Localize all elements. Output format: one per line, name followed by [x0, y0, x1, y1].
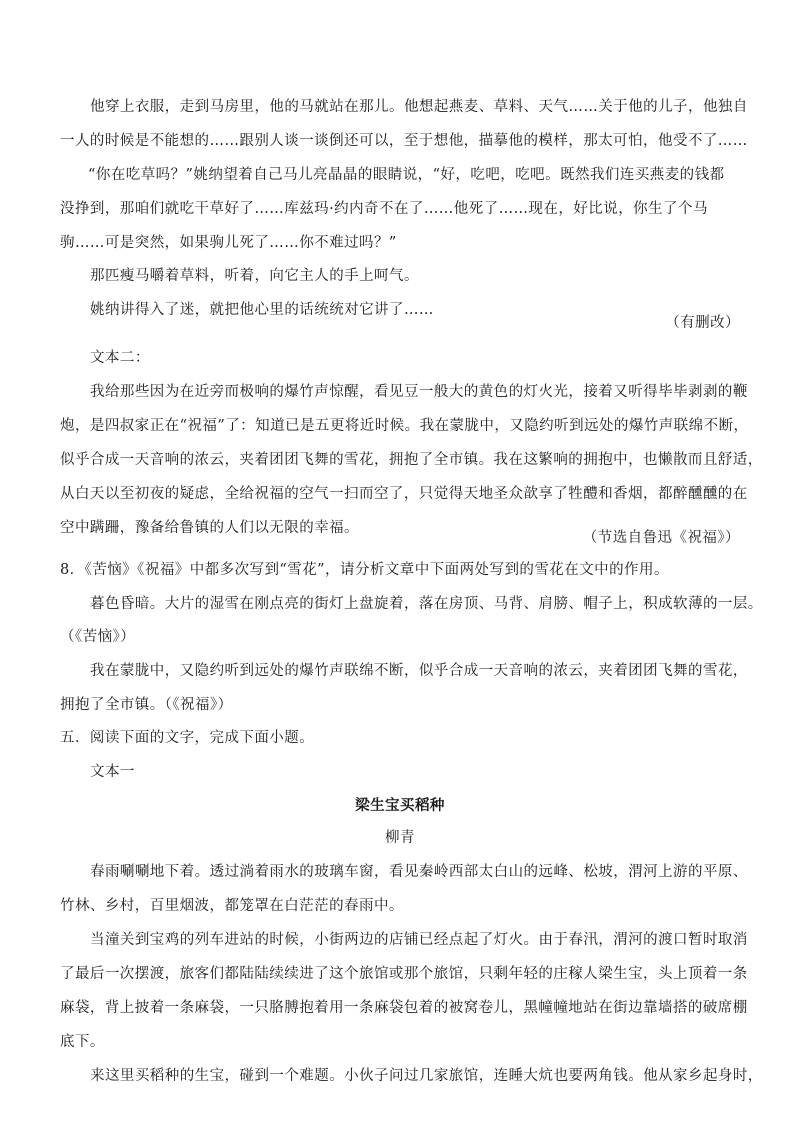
text1-line-7: 姚纳讲得入了迷，就把他心里的话统统对它讲了…… [90, 302, 434, 318]
story-line-2: 竹林、乡村，百里烟波，都笼罩在白茫茫的春雨中。 [60, 898, 404, 914]
text2-line-5: 空中蹒跚，豫备给鲁镇的人们以无限的幸福。 [60, 520, 359, 536]
text1-line-5: 驹……可是突然，如果驹儿死了……你不难过吗？” [60, 235, 397, 251]
story-author: 柳青 [385, 830, 415, 846]
story-title: 梁生宝买稻种 [355, 798, 445, 814]
story-line-6: 底下。 [60, 1034, 105, 1050]
section5-subheading: 文本一 [90, 764, 135, 780]
text2-line-1: 我给那些因为在近旁而极响的爆竹声惊醒，看见豆一般大的黄色的灯火光，接着又听得毕毕剥剥的鞭 [90, 384, 748, 400]
text1-source: （有删改） [665, 315, 740, 331]
text1-line-3: “你在吃草吗？”姚纳望着自己马儿亮晶晶的眼睛说，“好，吃吧，吃吧。既然我们连买燕麦的钱都 [88, 167, 725, 183]
text1-line-2: 一人的时候是不能想的……跟别人谈一谈倒还可以，至于想他，描摹他的模样，那太可怕，他受不了…… [60, 133, 748, 149]
story-line-3: 当潼关到宝鸡的列车进站的时候，小街两边的店铺已经点起了灯火。由于春汛，渭河的渡口暂时取消 [90, 932, 748, 948]
text2-line-4: 从白天以至初夜的疑虑，全给祝福的空气一扫而空了，只觉得天地圣众歆享了牲醴和香烟，都醉醺醺的在 [60, 486, 748, 502]
text1-line-1: 他穿上衣服，走到马房里，他的马就站在那儿。他想起燕麦、草料、天气……关于他的儿子，他独自 [90, 99, 748, 115]
text2-source: （节选自鲁迅《祝福》） [582, 530, 740, 546]
question8-quote2: 我在蒙胧中，又隐约听到远处的爆竹声联绵不断，似乎合成一天音响的浓云，夹着团团飞舞的雪花， [90, 663, 748, 679]
story-line-4: 了最后一次摆渡，旅客们都陆陆续续进了这个旅馆或那个旅馆，只剩年轻的庄稼人梁生宝，头上顶着一条 [60, 966, 748, 982]
text2-line-2: 炮，是四叔家正在“祝福”了：知道已是五更将近时候。我在蒙胧中，又隐约听到远处的爆竹声联绵不断， [60, 418, 749, 434]
question8-quote2-end: 拥抱了全市镇。（《祝福》） [60, 697, 233, 713]
story-line-5: 麻袋，背上披着一条麻袋，一只胳膊抱着用一条麻袋包着的被窝卷儿，黑幢幢地站在街边靠墙搭的破席棚 [60, 1000, 748, 1016]
story-line-7: 来这里买稻种的生宝，碰到一个难题。小伙子问过几家旅馆，连睡大炕也要两角钱。他从家乡起身时， [90, 1068, 763, 1084]
story-line-1: 春雨唰唰地下着。透过淌着雨水的玻璃车窗，看见秦岭西部太白山的远峰、松坡，渭河上游的平原、 [90, 864, 748, 880]
text2-heading: 文本二： [90, 350, 150, 366]
section5-heading: 五．阅读下面的文字，完成下面小题。 [60, 730, 315, 746]
question8-stem: 8．《苦恼》《祝福》中都多次写到“雪花”，请分析文章中下面两处写到的雪花在文中的作用。 [60, 562, 669, 578]
text2-line-3: 似乎合成一天音响的浓云，夹着团团飞舞的雪花，拥抱了全市镇。我在这繁响的拥抱中，也懒散而且舒适， [60, 452, 763, 468]
text1-line-4: 没挣到，那咱们就吃干草好了……库兹玛·约内奇不在了……他死了……现在，好比说，你生了个马 [60, 201, 708, 217]
question8-quote1: 暮色昏暗。大片的湿雪在刚点亮的街灯上盘旋着，落在房顶、马背、肩膀、帽子上，积成软薄的一层。 [90, 596, 763, 612]
text1-line-6: 那匹瘦马嚼着草料，听着，向它主人的手上呵气。 [90, 268, 419, 284]
question8-quote1-source: （《苦恼》） [60, 629, 136, 645]
